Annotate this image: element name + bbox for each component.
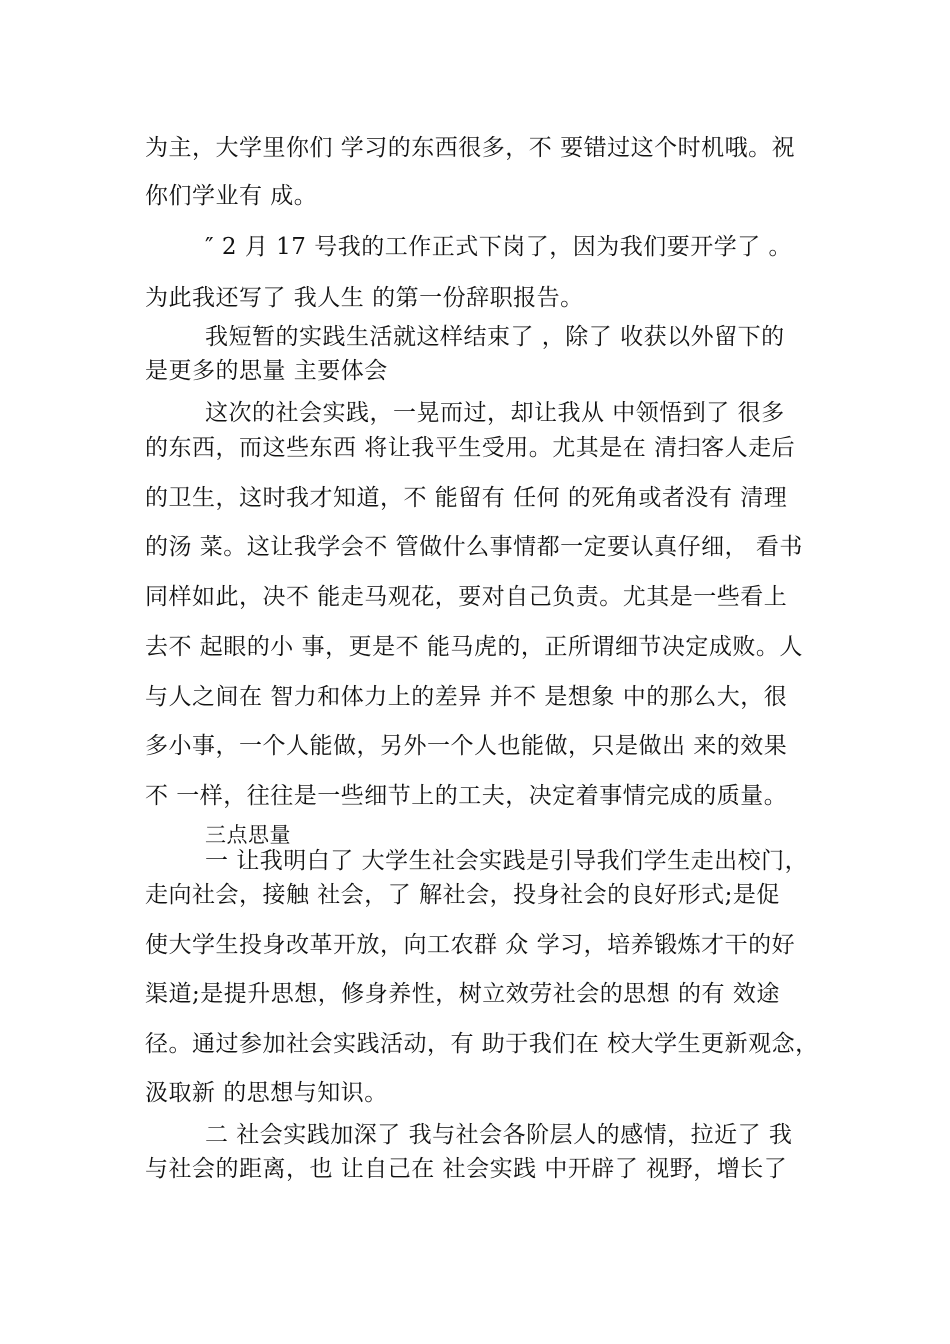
text-line-24: 与社会的距离，也 让自己在 社会实践 中开辟了 视野，增长了 — [145, 1156, 788, 1182]
text-line-4: 为此我还写了 我人生 的第一份辞职报告。 — [145, 285, 584, 311]
text-line-11: 同样如此，决不 能走马观花，要对自己负责。尤其是一些看上 — [145, 584, 788, 610]
text-line-9: 的卫生，这时我才知道，不 能留有 任何 的死角或者没有 清理 — [145, 485, 788, 511]
text-line-3: ″ 2 月 17 号我的工作正式下岗了，因为我们要开学了 。 — [205, 234, 793, 260]
text-line-21: 径。通过参加社会实践活动，有 助于我们在 校大学生更新观念， — [145, 1031, 819, 1057]
text-line-19: 使大学生投身改革开放，向工农群 众 学习，培养锻炼才干的好 — [145, 932, 796, 958]
section-heading: 三点思量 — [205, 823, 291, 847]
text-line-5: 我短暂的实践生活就这样结束了 ，除了 收获以外留下的 — [205, 324, 785, 350]
text-line-6: 是更多的思量 主要体会 — [145, 358, 388, 384]
text-line-1: 为主，大学里你们 学习的东西很多，不 要错过这个时机哦。祝 — [145, 135, 796, 161]
text-line-20: 渠道;是提升思想，修身养性，树立效劳社会的思想 的有 效途 — [145, 981, 780, 1007]
text-line-18: 走向社会，接触 社会，了 解社会，投身社会的良好形式;是促 — [145, 882, 780, 908]
text-line-15: 不 一样，往往是一些细节上的工夫，决定着事情完成的质量。 — [145, 783, 788, 809]
text-line-13: 与人之间在 智力和体力上的差异 并不 是想象 中的那么大，很 — [145, 684, 788, 710]
text-line-12: 去不 起眼的小 事，更是不 能马虎的，正所谓细节决定成败。人 — [145, 634, 803, 660]
text-line-7: 这次的社会实践，一晃而过，却让我从 中领悟到了 很多 — [205, 400, 785, 426]
text-line-2: 你们学业有 成。 — [145, 183, 318, 209]
text-line-8: 的东西，而这些东西 将让我平生受用。尤其是在 清扫客人走后 — [145, 435, 796, 461]
text-line-17: 一 让我明白了 大学生社会实践是引导我们学生走出校门， — [205, 848, 809, 874]
text-line-22: 汲取新 的思想与知识。 — [145, 1080, 388, 1106]
text-line-23: 二 社会实践加深了 我与社会各阶层人的感情，拉近了 我 — [205, 1122, 793, 1148]
text-line-14: 多小事，一个人能做，另外一个人也能做，只是做出 来的效果 — [145, 733, 788, 759]
text-line-10: 的汤 菜。这让我学会不 管做什么事情都一定要认真仔细， 看书 — [145, 534, 803, 560]
